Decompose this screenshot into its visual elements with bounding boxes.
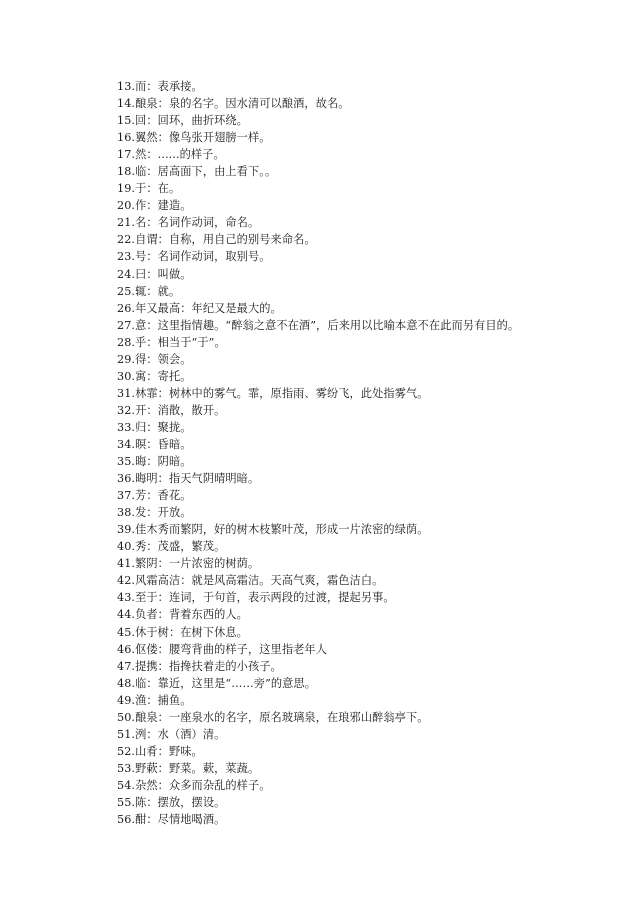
annotation-item: 33.归：聚拢。 [117, 420, 192, 434]
annotation-item: 56.酣：尽情地喝酒。 [117, 813, 226, 827]
annotation-item: 52.山肴：野味。 [117, 744, 203, 758]
annotation-item: 37.芳：香花。 [117, 489, 192, 503]
annotation-item: 47.提携：指搀扶着走的小孩子。 [117, 659, 282, 673]
annotation-item: 15.回：回环，曲折环绕。 [117, 114, 248, 128]
annotation-item: 18.临：居高面下，由上看下。。 [117, 165, 277, 179]
annotation-item: 48.临：靠近，这里是“……旁”的意思。 [117, 676, 317, 690]
annotation-item: 29.得：领会。 [117, 352, 192, 366]
annotation-item: 16.翼然：像鸟张开翅膀一样。 [117, 131, 271, 145]
annotation-item: 30.寓：寄托。 [117, 369, 192, 383]
annotation-item: 22.自谓：自称，用自己的别号来命名。 [117, 233, 316, 247]
annotation-item: 31.林霏：树林中的雾气。霏，原指雨、雾纷飞，此处指雾气。 [117, 386, 429, 400]
annotation-item: 55.陈：摆放，摆设。 [117, 795, 226, 809]
annotation-item: 28.乎：相当于“于”。 [117, 335, 226, 349]
annotation-item: 21.名：名词作动词，命名。 [117, 216, 260, 230]
annotation-item: 53.野蔌：野菜。蔌，菜蔬。 [117, 761, 260, 775]
annotation-item: 46.伛偻：腰弯背曲的样子，这里指老年人 [117, 642, 327, 656]
annotation-item: 14.酿泉：泉的名字。因水清可以酿酒，故名。 [117, 97, 350, 111]
annotation-item: 20.作：建造。 [117, 199, 192, 213]
annotation-item: 39.佳木秀而繁阴，好的树木枝繁叶茂，形成一片浓密的绿荫。 [117, 523, 429, 537]
annotation-item: 23.号：名词作动词，取别号。 [117, 250, 271, 264]
annotation-item: 41.繁阴：一片浓密的树荫。 [117, 557, 260, 571]
annotation-item: 51.洌：水（酒）清。 [117, 727, 226, 741]
annotation-item: 35.晦：阴暗。 [117, 455, 192, 469]
annotation-item: 50.酿泉：一座泉水的名字，原名玻璃泉，在琅邪山醉翁亭下。 [117, 710, 429, 724]
annotation-item: 24.曰：叫做。 [117, 267, 192, 281]
annotation-item: 13.而：表承接。 [117, 80, 203, 93]
annotation-item: 54.杂然：众多而杂乱的样子。 [117, 778, 271, 792]
annotation-item: 17.然：......的样子。 [117, 148, 225, 162]
annotation-item: 25.辄：就。 [117, 284, 181, 298]
annotation-list [117, 78, 622, 828]
annotation-item: 49.渔：捕鱼。 [117, 693, 192, 707]
document-page [117, 78, 622, 828]
annotation-item: 34.暝：昏暗。 [117, 437, 192, 451]
annotation-item: 43.至于：连词，于句首，表示两段的过渡，提起另事。 [117, 591, 395, 605]
annotation-item: 27.意：这里指情趣。“醉翁之意不在酒”，后来用以比喻本意不在此而另有目的。 [117, 318, 520, 332]
annotation-item: 32.开：消散，散开。 [117, 403, 226, 417]
annotation-item: 42.风霜高洁：就是风高霜洁。天高气爽，霜色洁白。 [117, 574, 384, 588]
annotation-item: 45.休于树：在树下休息。 [117, 625, 248, 639]
annotation-item: 19.于：在。 [117, 182, 181, 196]
annotation-item: 38.发：开放。 [117, 506, 192, 520]
annotation-item: 40.秀：茂盛，繁茂。 [117, 540, 226, 554]
annotation-item: 44.负者：背着东西的人。 [117, 608, 248, 622]
annotation-item: 26.年又最高：年纪又是最大的。 [117, 301, 282, 315]
annotation-item: 36.晦明：指天气阴晴明暗。 [117, 472, 260, 486]
